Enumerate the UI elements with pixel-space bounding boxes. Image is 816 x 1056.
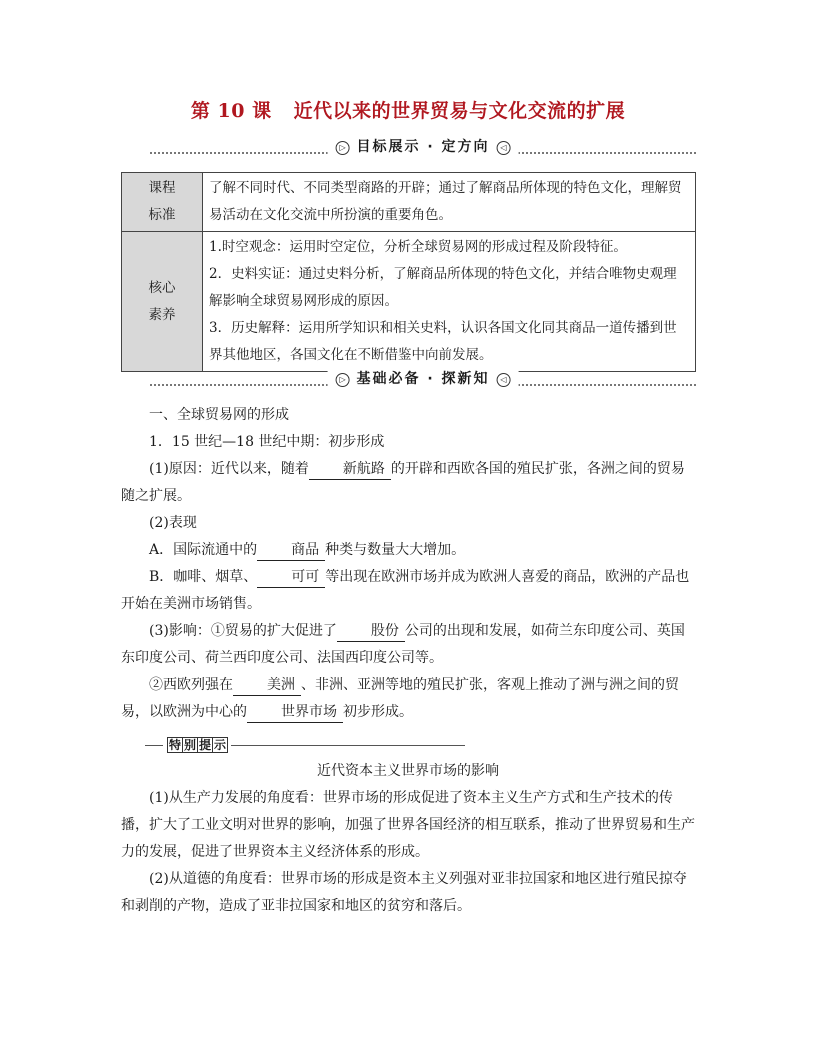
- literacy-item: 1.时空观念：运用时空定位，分析全球贸易网的形成过程及阶段特征。: [209, 239, 627, 255]
- tip-char: 示: [214, 738, 227, 752]
- section-heading: 一、全球贸易网的形成: [149, 407, 289, 423]
- lesson-title: [0, 96, 816, 123]
- paragraph: (2)从道德的角度看：世界市场的形成是资本主义列强对亚非拉国家和地区进行殖民掠夺和剥削的产物，造成了亚非拉国家和地区的贫穷和落后。: [121, 871, 687, 914]
- subsection-heading: 1．15 世纪—18 世纪中期：初步形成: [149, 434, 385, 450]
- play-right-icon: ▷: [336, 373, 350, 387]
- literacy-item: 2．史料实证：通过史料分析，了解商品所体现的特色文化，并结合唯物史观理解影响全球贸易网形成的原因。: [209, 266, 677, 309]
- fill-blank: 商品: [257, 540, 325, 561]
- lesson-number: 第 10 课: [190, 100, 272, 122]
- paragraph: (3)影响：①贸易的扩大促进了 股份 公司的出现和发展，如荷兰东印度公司、英国东印度公司、荷兰西印度公司、法国西印度公司等。: [121, 623, 685, 666]
- curriculum-standard-cell: 了解不同时代、不同类型商路的开辟；通过了解商品所体现的特色文化，理解贸易活动在文化交流中所扮演的重要角色。: [203, 173, 696, 232]
- section-banner-basics: [150, 368, 696, 390]
- tip-content: [121, 785, 696, 920]
- tip-char: 提: [199, 738, 212, 752]
- table-header-cell: 核心 素养: [122, 232, 203, 372]
- play-left-icon: ◁: [496, 373, 510, 387]
- table-row: [122, 173, 696, 232]
- tip-char: 特: [169, 738, 182, 752]
- play-left-icon: ◁: [496, 141, 510, 155]
- paragraph: A．国际流通中的 商品 种类与数量大大增加。: [121, 537, 696, 564]
- table-row: [122, 232, 696, 372]
- fill-blank: 世界市场: [247, 702, 343, 723]
- fill-blank: 美洲: [233, 675, 301, 696]
- fill-blank: 股份: [337, 621, 405, 642]
- goals-table: [121, 172, 696, 372]
- main-content: [121, 402, 696, 726]
- paragraph: (1)从生产力发展的角度看：世界市场的形成促进了资本主义生产方式和生产技术的传播，扩大了工业文明对世界的影响，加强了世界各国经济的相互联系，推动了世界贸易和生产力的发展，促进了世界资本主义经济体系的形成。: [121, 790, 695, 860]
- fill-blank: 可可: [257, 567, 325, 588]
- paragraph: B．咖啡、烟草、 可可 等出现在欧洲市场并成为欧洲人喜爱的商品，欧洲的产品也开始在美洲市场销售。: [121, 569, 690, 612]
- banner-label: 目标展示 · 定方向: [356, 139, 490, 155]
- paragraph: (1)原因：近代以来，随着 新航路 的开辟和西欧各国的殖民扩张，各洲之间的贸易随之扩展。: [121, 461, 685, 504]
- paragraph: ②西欧列强在 美洲 、非洲、亚洲等地的殖民扩张，客观上推动了洲与洲之间的贸易，以欧洲为中心的 世界市场 初步形成。: [121, 672, 696, 726]
- tip-char: 别: [184, 738, 197, 752]
- section-banner-goals: [150, 136, 696, 158]
- lesson-topic: 近代以来的世界贸易与文化交流的扩展: [293, 100, 626, 122]
- fill-blank: 新航路: [309, 459, 391, 480]
- table-header-cell: 课程 标准: [122, 173, 203, 232]
- literacy-item: 3．历史解释：运用所学知识和相关史料，认识各国文化同其商品一道传播到世界其他地区，各国文化在不断借鉴中向前发展。: [209, 320, 677, 363]
- paragraph: (2)表现: [149, 515, 197, 531]
- play-right-icon: ▷: [336, 141, 350, 155]
- special-tip-header: [145, 737, 465, 755]
- banner-label: 基础必备 · 探新知: [356, 371, 490, 387]
- tip-title: 近代资本主义世界市场的影响: [317, 763, 499, 779]
- core-literacy-cell: [203, 232, 696, 372]
